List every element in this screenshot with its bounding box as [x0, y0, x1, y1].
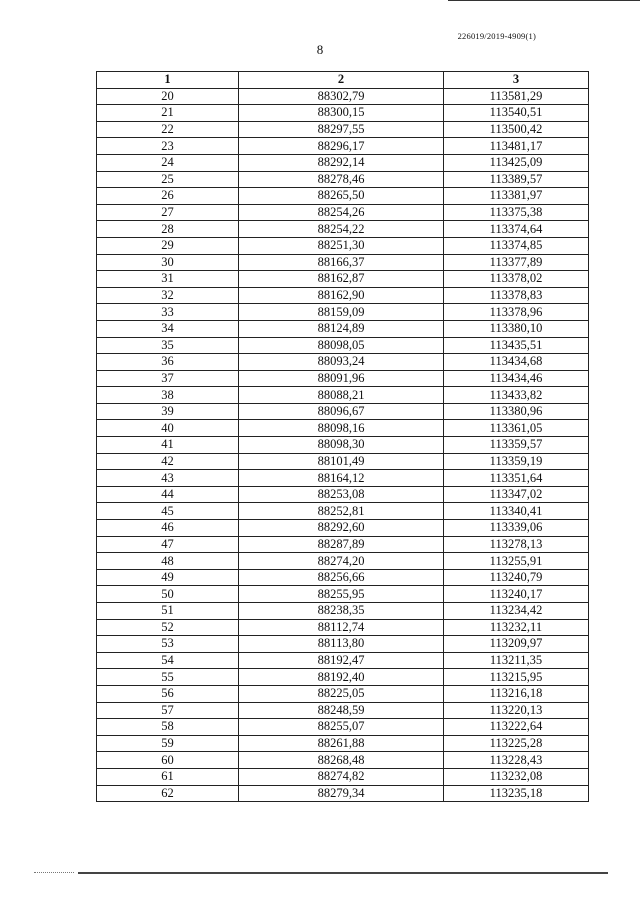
table-cell: 113278,13: [444, 536, 589, 553]
table-cell: 47: [97, 536, 239, 553]
top-rule: [448, 0, 640, 1]
table-cell: 39: [97, 403, 239, 420]
table-row: [97, 768, 589, 785]
table-cell: 113500,42: [444, 121, 589, 138]
table-cell: 33: [97, 304, 239, 321]
table-cell: 113434,68: [444, 354, 589, 371]
table-cell: 88248,59: [239, 702, 444, 719]
table-cell: 113232,08: [444, 768, 589, 785]
table-cell: 21: [97, 105, 239, 122]
table-cell: 32: [97, 287, 239, 304]
table-row: [97, 88, 589, 105]
footer-rule: [78, 872, 608, 874]
table-cell: 28: [97, 221, 239, 238]
table-row: [97, 685, 589, 702]
table-cell: 52: [97, 619, 239, 636]
table-cell: 54: [97, 652, 239, 669]
table-cell: 113374,64: [444, 221, 589, 238]
table-cell: 88124,89: [239, 320, 444, 337]
table-cell: 53: [97, 636, 239, 653]
table-cell: 113347,02: [444, 486, 589, 503]
table-cell: 113389,57: [444, 171, 589, 188]
table-row: [97, 586, 589, 603]
table-row: [97, 287, 589, 304]
table-cell: 29: [97, 237, 239, 254]
table-row: [97, 603, 589, 620]
table-cell: 113380,96: [444, 403, 589, 420]
table-cell: 57: [97, 702, 239, 719]
table-cell: 40: [97, 420, 239, 437]
table-cell: 88302,79: [239, 88, 444, 105]
table-cell: 113581,29: [444, 88, 589, 105]
table-cell: 34: [97, 320, 239, 337]
table-cell: 113359,19: [444, 453, 589, 470]
table-cell: 30: [97, 254, 239, 271]
table-cell: 88098,05: [239, 337, 444, 354]
table-row: [97, 553, 589, 570]
table-cell: 37: [97, 370, 239, 387]
table-cell: 113359,57: [444, 437, 589, 454]
table-row: [97, 121, 589, 138]
table-cell: 31: [97, 271, 239, 288]
table-row: [97, 154, 589, 171]
table-cell: 36: [97, 354, 239, 371]
table-row: [97, 719, 589, 736]
table-cell: 88159,09: [239, 304, 444, 321]
table-row: [97, 702, 589, 719]
table-cell: 113339,06: [444, 520, 589, 537]
table-cell: 113209,97: [444, 636, 589, 653]
column-header: 3: [444, 72, 589, 89]
table-cell: 113434,46: [444, 370, 589, 387]
table-row: [97, 304, 589, 321]
table-row: [97, 221, 589, 238]
table-cell: 88162,87: [239, 271, 444, 288]
table-cell: 113375,38: [444, 204, 589, 221]
table-row: [97, 354, 589, 371]
column-header: 1: [97, 72, 239, 89]
table-cell: 88166,37: [239, 254, 444, 271]
table-row: [97, 271, 589, 288]
table-cell: 113232,11: [444, 619, 589, 636]
table-row: [97, 536, 589, 553]
table-cell: 113255,91: [444, 553, 589, 570]
table-cell: 113378,83: [444, 287, 589, 304]
table-cell: 113433,82: [444, 387, 589, 404]
table-cell: 35: [97, 337, 239, 354]
table-row: [97, 204, 589, 221]
table-cell: 88101,49: [239, 453, 444, 470]
table-cell: 113381,97: [444, 188, 589, 205]
table-row: [97, 337, 589, 354]
table-cell: 88255,95: [239, 586, 444, 603]
coordinates-table: [96, 71, 589, 802]
table-cell: 88292,14: [239, 154, 444, 171]
table-cell: 113225,28: [444, 735, 589, 752]
table-cell: 88091,96: [239, 370, 444, 387]
table-row: [97, 752, 589, 769]
table-row: [97, 320, 589, 337]
table-cell: 41: [97, 437, 239, 454]
table-row: [97, 254, 589, 271]
table-cell: 61: [97, 768, 239, 785]
table-cell: 24: [97, 154, 239, 171]
table-cell: 88297,55: [239, 121, 444, 138]
table-cell: 88098,30: [239, 437, 444, 454]
table-cell: 88279,34: [239, 785, 444, 802]
table-header-row: [97, 72, 589, 89]
table-cell: 46: [97, 520, 239, 537]
table-cell: 88261,88: [239, 735, 444, 752]
table-cell: 88256,66: [239, 569, 444, 586]
table-cell: 88112,74: [239, 619, 444, 636]
table-cell: 88192,47: [239, 652, 444, 669]
table-cell: 88164,12: [239, 470, 444, 487]
table-cell: 113481,17: [444, 138, 589, 155]
table-cell: 88274,20: [239, 553, 444, 570]
table-cell: 113340,41: [444, 503, 589, 520]
table-cell: 113216,18: [444, 685, 589, 702]
table-body: [97, 88, 589, 802]
table-cell: 44: [97, 486, 239, 503]
table-cell: 113235,18: [444, 785, 589, 802]
table-cell: 88096,67: [239, 403, 444, 420]
table-cell: 113425,09: [444, 154, 589, 171]
table-cell: 113435,51: [444, 337, 589, 354]
column-header: 2: [239, 72, 444, 89]
table-cell: 113540,51: [444, 105, 589, 122]
table-cell: 88274,82: [239, 768, 444, 785]
table-cell: 113234,42: [444, 603, 589, 620]
table-cell: 113380,10: [444, 320, 589, 337]
table-cell: 62: [97, 785, 239, 802]
table-row: [97, 237, 589, 254]
page-number: 8: [316, 42, 324, 57]
table-row: [97, 387, 589, 404]
table-cell: 58: [97, 719, 239, 736]
table-row: [97, 619, 589, 636]
table-cell: 59: [97, 735, 239, 752]
table-cell: 113374,85: [444, 237, 589, 254]
table-row: [97, 453, 589, 470]
table-cell: 60: [97, 752, 239, 769]
table-row: [97, 370, 589, 387]
table-cell: 113361,05: [444, 420, 589, 437]
table-cell: 20: [97, 88, 239, 105]
table-cell: 88098,16: [239, 420, 444, 437]
table-cell: 38: [97, 387, 239, 404]
table-cell: 50: [97, 586, 239, 603]
table-cell: 88255,07: [239, 719, 444, 736]
table-cell: 88254,26: [239, 204, 444, 221]
table-cell: 88253,08: [239, 486, 444, 503]
table-cell: 113240,79: [444, 569, 589, 586]
table-row: [97, 652, 589, 669]
document-number: 226019/2019-4909(1): [457, 31, 536, 41]
table-cell: 113240,17: [444, 586, 589, 603]
table-cell: 88265,50: [239, 188, 444, 205]
table-cell: 113220,13: [444, 702, 589, 719]
table-cell: 55: [97, 669, 239, 686]
table-cell: 26: [97, 188, 239, 205]
table-cell: 113377,89: [444, 254, 589, 271]
table-cell: 113211,35: [444, 652, 589, 669]
table-cell: 113378,02: [444, 271, 589, 288]
table-row: [97, 105, 589, 122]
table-cell: 88113,80: [239, 636, 444, 653]
table-cell: 88254,22: [239, 221, 444, 238]
table-cell: 88268,48: [239, 752, 444, 769]
table-cell: 88093,24: [239, 354, 444, 371]
table-cell: 113378,96: [444, 304, 589, 321]
table-row: [97, 403, 589, 420]
table-row: [97, 520, 589, 537]
table-cell: 27: [97, 204, 239, 221]
table-row: [97, 138, 589, 155]
table-cell: 88162,90: [239, 287, 444, 304]
table-row: [97, 636, 589, 653]
table-cell: 88225,05: [239, 685, 444, 702]
table-cell: 88192,40: [239, 669, 444, 686]
table-cell: 88251,30: [239, 237, 444, 254]
table-cell: 113351,64: [444, 470, 589, 487]
table-cell: 51: [97, 603, 239, 620]
table-cell: 88088,21: [239, 387, 444, 404]
table-cell: 22: [97, 121, 239, 138]
table-row: [97, 437, 589, 454]
table-cell: 88252,81: [239, 503, 444, 520]
table-cell: 88292,60: [239, 520, 444, 537]
table-row: [97, 735, 589, 752]
table-cell: 25: [97, 171, 239, 188]
table-cell: 56: [97, 685, 239, 702]
table-row: [97, 420, 589, 437]
table-row: [97, 188, 589, 205]
table-row: [97, 486, 589, 503]
table-row: [97, 171, 589, 188]
table-cell: 88278,46: [239, 171, 444, 188]
table-row: [97, 470, 589, 487]
table-cell: 88296,17: [239, 138, 444, 155]
table-cell: 45: [97, 503, 239, 520]
table-row: [97, 503, 589, 520]
table-cell: 88300,15: [239, 105, 444, 122]
table-cell: 113228,43: [444, 752, 589, 769]
table-cell: 113215,95: [444, 669, 589, 686]
table-row: [97, 785, 589, 802]
table-cell: 88238,35: [239, 603, 444, 620]
table-row: [97, 669, 589, 686]
table-cell: 43: [97, 470, 239, 487]
table-cell: 23: [97, 138, 239, 155]
table-cell: 113222,64: [444, 719, 589, 736]
table-cell: 49: [97, 569, 239, 586]
table-cell: 42: [97, 453, 239, 470]
footer-dotted-rule: [34, 872, 74, 874]
table-cell: 48: [97, 553, 239, 570]
table-row: [97, 569, 589, 586]
table-cell: 88287,89: [239, 536, 444, 553]
